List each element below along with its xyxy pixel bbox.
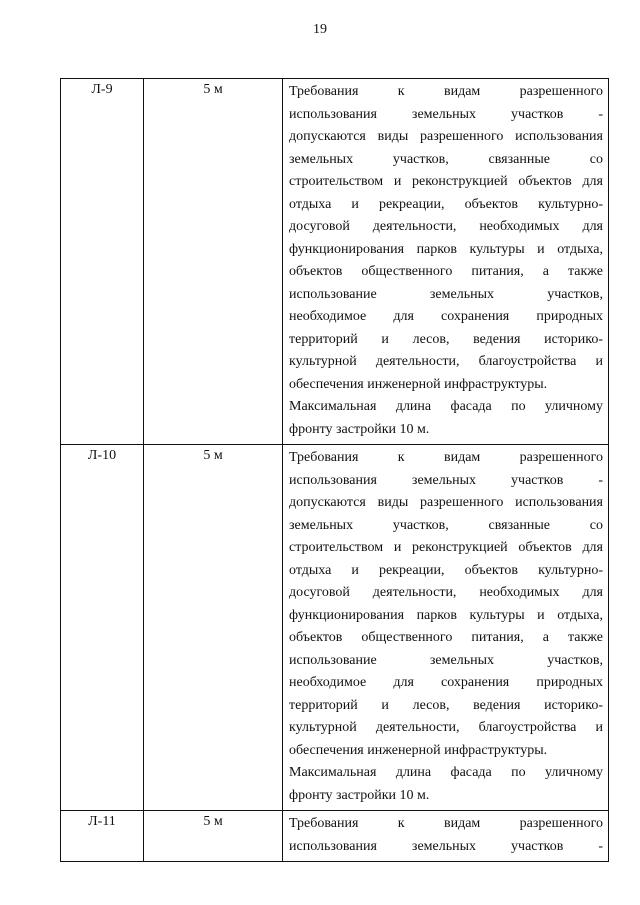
text-line: объектов общественного питания, а также <box>289 264 603 279</box>
text-line: использование земельных участков, <box>289 652 603 668</box>
text-line: Требования к видам разрешенного <box>289 816 603 831</box>
zone-requirements <box>283 811 609 862</box>
text-line: отдыха и рекреации, объектов культурно- <box>289 562 603 578</box>
text-line: функционирования парков культуры и отдыха, <box>289 241 603 257</box>
text-line: строительством и реконструкцией объектов для <box>289 540 603 555</box>
zone-requirements <box>283 79 609 445</box>
zone-code: Л-11 <box>61 811 144 862</box>
text-line: территорий и лесов, ведения историко- <box>289 331 603 347</box>
zone-requirements <box>283 445 609 811</box>
zoning-table <box>60 78 609 862</box>
text-line: земельных участков, связанные со <box>289 517 603 533</box>
text-line: Максимальная длина фасада по уличному <box>289 399 603 414</box>
table-row <box>61 811 609 862</box>
text-line: обеспечения инженерной инфраструктуры. <box>289 742 548 758</box>
text-line: фронту застройки 10 м. <box>289 787 430 803</box>
page-number: 19 <box>313 22 327 37</box>
table-row <box>61 445 609 811</box>
text-line: использование земельных участков, <box>289 286 603 302</box>
zone-code: Л-9 <box>61 79 144 445</box>
zone-distance: 5 м <box>144 811 283 862</box>
text-line: использования земельных участков - <box>289 472 603 488</box>
text-line: отдыха и рекреации, объектов культурно- <box>289 196 603 212</box>
zone-distance: 5 м <box>144 79 283 445</box>
text-line: допускаются виды разрешенного использования <box>289 495 603 510</box>
text-line: допускаются виды разрешенного использования <box>289 129 603 144</box>
zone-code: Л-10 <box>61 445 144 811</box>
text-line: необходимое для сохранения природных <box>289 309 603 324</box>
text-line: досуговой деятельности, необходимых для <box>289 585 603 600</box>
table-row <box>61 79 609 445</box>
text-line: культурной деятельности, благоустройства и <box>289 720 603 735</box>
text-line: Требования к видам разрешенного <box>289 450 603 465</box>
text-line: культурной деятельности, благоустройства и <box>289 354 603 369</box>
text-line: использования земельных участков - <box>289 838 603 854</box>
text-line: досуговой деятельности, необходимых для <box>289 219 603 234</box>
text-line: территорий и лесов, ведения историко- <box>289 697 603 713</box>
text-line: необходимое для сохранения природных <box>289 675 603 690</box>
text-line: обеспечения инженерной инфраструктуры. <box>289 376 548 392</box>
text-line: фронту застройки 10 м. <box>289 421 430 437</box>
text-line: строительством и реконструкцией объектов для <box>289 174 603 189</box>
text-line: функционирования парков культуры и отдыха, <box>289 607 603 623</box>
text-line: объектов общественного питания, а также <box>289 630 603 645</box>
text-line: земельных участков, связанные со <box>289 151 603 167</box>
text-line: Требования к видам разрешенного <box>289 84 603 99</box>
text-line: Максимальная длина фасада по уличному <box>289 765 603 780</box>
zone-distance: 5 м <box>144 445 283 811</box>
text-line: использования земельных участков - <box>289 106 603 122</box>
